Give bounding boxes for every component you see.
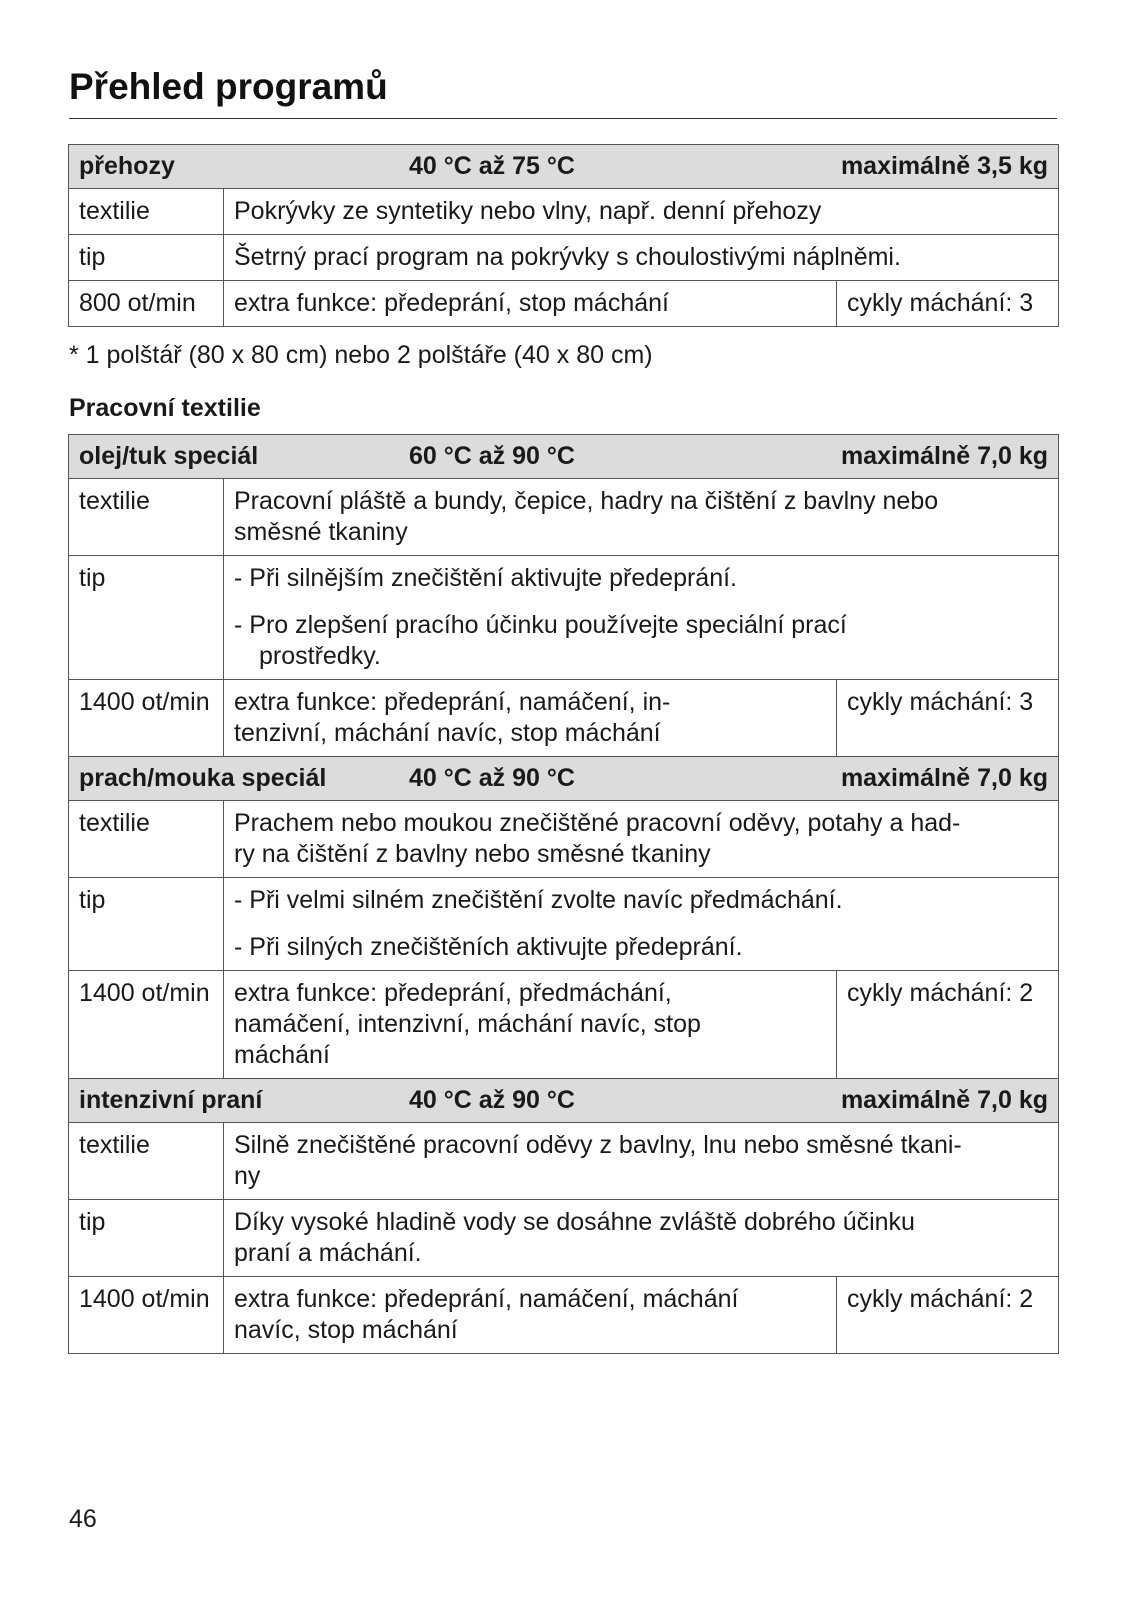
program-header-row <box>69 757 1059 801</box>
text-line: Pracovní pláště a bundy, čepice, hadry na čištění z bavlny nebo <box>234 487 939 515</box>
rinse-cycles: cykly máchání: 3 <box>837 281 1059 327</box>
text-line: navíc, stop máchání <box>234 1316 458 1344</box>
textile-label: textilie <box>69 1123 224 1200</box>
program-header-row <box>69 1079 1059 1123</box>
spin-speed: 1400 ot/min <box>69 971 224 1079</box>
textile-row <box>69 1123 1059 1200</box>
extra-functions <box>224 971 837 1079</box>
program-name: přehozy <box>79 152 175 180</box>
program-max-load: maximálně 7,0 kg <box>840 1086 1048 1114</box>
program-max-load: maximálně 7,0 kg <box>840 764 1048 792</box>
tip-bullet: - Při velmi silném znečištění zvolte navíc předmáchání. <box>234 886 843 914</box>
footnote: * 1 polštář (80 x 80 cm) nebo 2 polštáře (40 x 80 cm) <box>69 341 653 369</box>
spin-speed: 1400 ot/min <box>69 680 224 757</box>
tip-bullet: - Při silných znečištěních aktivujte předeprání. <box>234 933 743 961</box>
program-name: olej/tuk speciál <box>79 442 259 470</box>
program-name: intenzivní praní <box>79 1086 263 1114</box>
tip-value: Šetrný prací program na pokrývky s choulostivými náplněmi. <box>224 235 1059 281</box>
text-line: ry na čištění z bavlny nebo směsné tkaniny <box>234 840 711 868</box>
speed-row <box>69 680 1059 757</box>
text-line: extra funkce: předeprání, namáčení, in- <box>234 688 671 716</box>
program-temperature: 40 °C až 75 °C <box>409 152 575 180</box>
text-line: ny <box>234 1162 261 1190</box>
tip-row <box>69 556 1059 680</box>
text-line: - Pro zlepšení pracího účinku používejte speciální prací <box>234 611 847 639</box>
program-header-row <box>69 435 1059 479</box>
tip-value <box>224 878 1059 971</box>
tip-row <box>69 878 1059 971</box>
page-title: Přehled programů <box>69 66 388 107</box>
tip-label: tip <box>69 556 224 680</box>
textile-row <box>69 801 1059 878</box>
text-line: Prachem nebo moukou znečištěné pracovní oděvy, potahy a had- <box>234 809 961 837</box>
text-line: extra funkce: předeprání, předmáchání, <box>234 979 672 1007</box>
speed-row <box>69 971 1059 1079</box>
program-header-cell <box>69 145 1059 189</box>
program-table-work-textiles <box>68 434 1059 1354</box>
tip-row <box>69 235 1059 281</box>
rinse-cycles: cykly máchání: 2 <box>837 1277 1059 1354</box>
text-line: máchání <box>234 1041 330 1069</box>
tip-label: tip <box>69 878 224 971</box>
text-line: Silně znečištěné pracovní oděvy z bavlny, lnu nebo směsné tkani- <box>234 1131 962 1159</box>
tip-bullet <box>234 610 1048 672</box>
text-line: namáčení, intenzivní, máchání navíc, stop <box>234 1010 701 1038</box>
program-max-load: maximálně 7,0 kg <box>840 442 1048 470</box>
extra-functions <box>224 1277 837 1354</box>
speed-row <box>69 1277 1059 1354</box>
program-temperature: 40 °C až 90 °C <box>409 1086 575 1114</box>
textile-value <box>224 1123 1059 1200</box>
extra-functions <box>224 680 837 757</box>
speed-row <box>69 281 1059 327</box>
section-heading: Pracovní textilie <box>69 394 261 422</box>
textile-value <box>224 801 1059 878</box>
text-line: směsné tkaniny <box>234 518 408 546</box>
text-line: extra funkce: předeprání, namáčení, máchání <box>234 1285 739 1313</box>
textile-row <box>69 479 1059 556</box>
textile-label: textilie <box>69 189 224 235</box>
textile-value <box>224 479 1059 556</box>
tip-bullet: - Při silnějším znečištění aktivujte předeprání. <box>234 564 737 592</box>
tip-row <box>69 1200 1059 1277</box>
spin-speed: 800 ot/min <box>69 281 224 327</box>
tip-value <box>224 1200 1059 1277</box>
program-header-row <box>69 145 1059 189</box>
program-table-prehozy <box>68 144 1059 327</box>
text-line: Díky vysoké hladině vody se dosáhne zvláště dobrého účinku <box>234 1208 915 1236</box>
tip-label: tip <box>69 1200 224 1277</box>
textile-value: Pokrývky ze syntetiky nebo vlny, např. denní přehozy <box>224 189 1059 235</box>
rinse-cycles: cykly máchání: 2 <box>837 971 1059 1079</box>
program-header-cell <box>69 435 1059 479</box>
program-temperature: 40 °C až 90 °C <box>409 764 575 792</box>
rinse-cycles: cykly máchání: 3 <box>837 680 1059 757</box>
textile-row <box>69 189 1059 235</box>
program-name: prach/mouka speciál <box>79 764 327 792</box>
program-temperature: 60 °C až 90 °C <box>409 442 575 470</box>
text-line: tenzivní, máchání navíc, stop máchání <box>234 719 661 747</box>
textile-label: textilie <box>69 801 224 878</box>
title-divider <box>69 118 1057 119</box>
program-header-cell <box>69 1079 1059 1123</box>
textile-label: textilie <box>69 479 224 556</box>
program-max-load: maximálně 3,5 kg <box>840 152 1048 180</box>
page-number: 46 <box>69 1505 97 1533</box>
spin-speed: 1400 ot/min <box>69 1277 224 1354</box>
text-line: praní a máchání. <box>234 1239 422 1267</box>
text-line: prostředky. <box>259 642 381 670</box>
program-header-cell <box>69 757 1059 801</box>
tip-value <box>224 556 1059 680</box>
extra-functions: extra funkce: předeprání, stop máchání <box>224 281 837 327</box>
tip-label: tip <box>69 235 224 281</box>
